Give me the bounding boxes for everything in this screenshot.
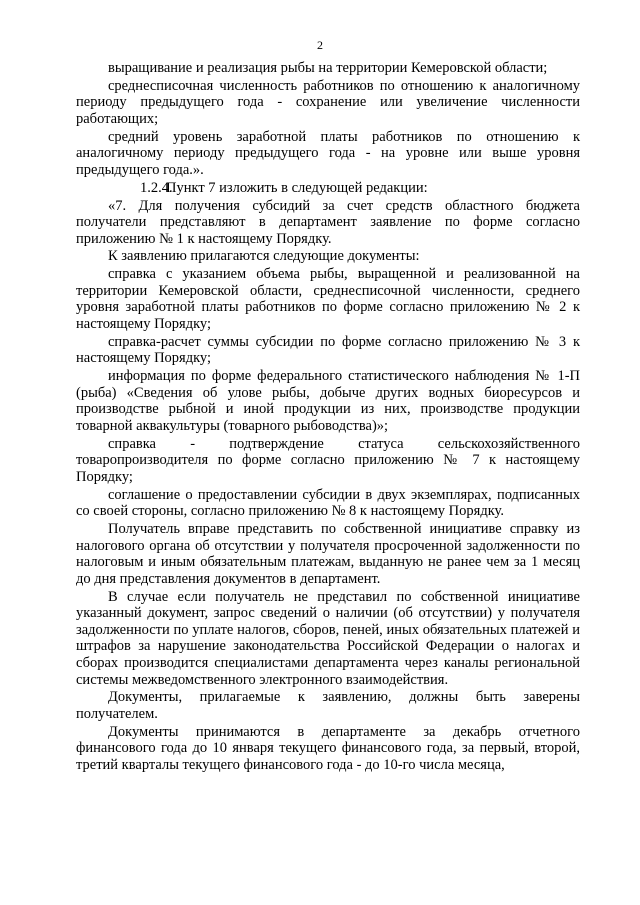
paragraph: «7. Для получения субсидий за счет средств областного бюджета получатели представляют в департамент заявление по форме согласно приложению № 1 к настоящему Порядку. — [76, 197, 580, 247]
page-number: 2 — [317, 38, 323, 52]
paragraph: информация по форме федерального статистического наблюдения № 1-П (рыба) «Сведения об улове рыбы, добыче других водных биоресурсов и производстве рыбной и иной продукции из них, производстве продукции товарной аквакультуры (товарного рыбоводства)»; — [76, 368, 580, 434]
clause-text: Пункт 7 изложить в следующей редакции: — [166, 179, 428, 196]
clause-heading — [76, 180, 580, 197]
paragraph: Документы принимаются в департаменте за декабрь отчетного финансового года до 10 января текущего финансового года, за первый, второй, третий кварталы текущего финансового года - до 10-го числа месяца, — [76, 723, 580, 773]
paragraph: соглашение о предоставлении субсидии в двух экземплярах, подписанных со своей стороны, согласно приложению № 8 к настоящему Порядку. — [76, 486, 580, 520]
paragraph: справка-расчет суммы субсидии по форме согласно приложению № 3 к настоящему Порядку; — [76, 333, 580, 367]
clause-number: 1.2.4. — [140, 179, 173, 196]
paragraph: справка с указанием объема рыбы, выращенной и реализованной на территории Кемеровской области, среднесписочной численности, среднего уровня заработной платы работников по форме согласно приложению № 2 к настоящему Порядку; — [76, 266, 580, 333]
paragraph: справка - подтверждение статуса сельскохозяйственного товаропроизводителя по форме согласно приложению № 7 к настоящему Порядку; — [76, 435, 580, 485]
paragraph: среднесписочная численность работников по отношению к аналогичному периоду предыдущего года - сохранение или увеличение численности работающих; — [76, 77, 580, 127]
paragraph: К заявлению прилагаются следующие документы: — [108, 248, 420, 265]
paragraph: выращивание и реализация рыбы на территории Кемеровской области; — [108, 60, 548, 76]
paragraph: Получатель вправе представить по собственной инициативе справку из налогового органа об отсутствии у получателя просроченной задолженности по налоговым и иным обязательным платежам, выданную не ранее чем за 1 месяц до дня представления документов в департамент. — [76, 521, 580, 587]
paragraph: В случае если получатель не представил по собственной инициативе указанный документ, запрос сведений о наличии (об отсутствии) у получателя задолженности по уплате налогов, сборов, пеней, иных обязательных платежей и штрафов за нарушение законодательства Российской Федерации о налогах и сборах производится специалистами департамента через каналы региональной системы межведомственного электронного взаимодействия. — [76, 588, 580, 688]
paragraph: Документы, прилагаемые к заявлению, должны быть заверены получателем. — [76, 689, 580, 722]
paragraph: средний уровень заработной платы работников по отношению к аналогичному периоду предыдущего года - на уровне или выше уровня предыдущего года.». — [76, 128, 580, 178]
document-body — [76, 60, 580, 774]
